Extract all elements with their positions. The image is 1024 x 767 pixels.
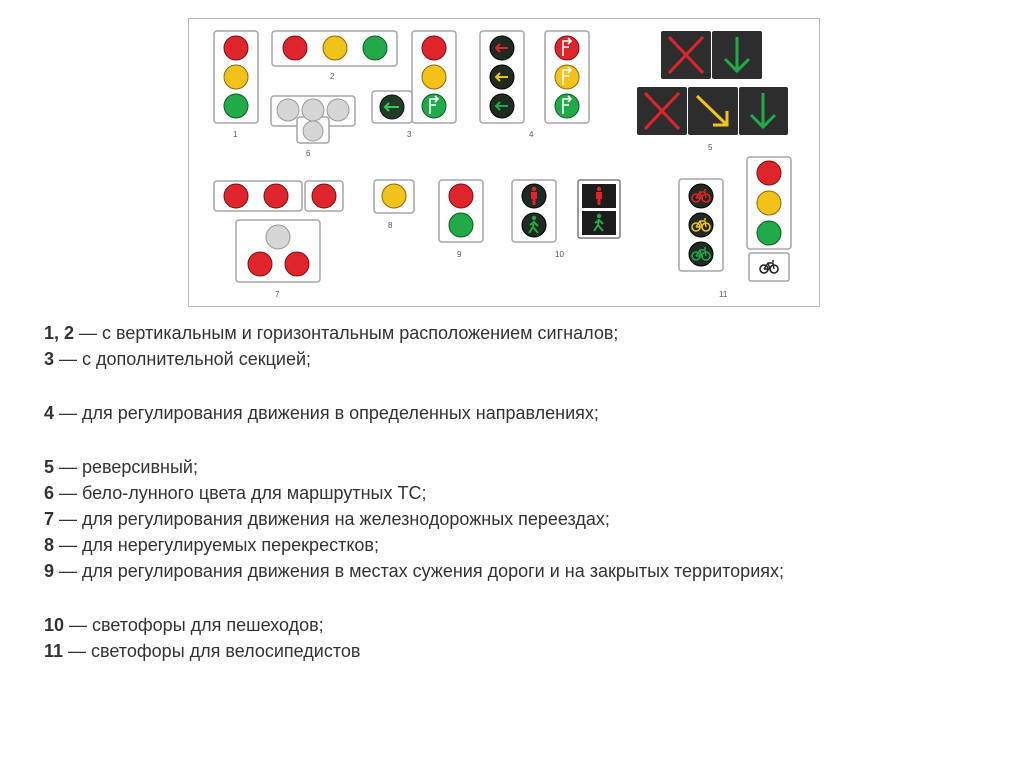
label-9: 9 xyxy=(457,250,462,259)
signal-4b-directional-arrows xyxy=(545,31,589,123)
legend-item-3 xyxy=(44,346,1004,372)
signal-11b-bicycle xyxy=(747,157,791,281)
legend-list xyxy=(44,320,1004,664)
signal-5-reversible xyxy=(637,31,788,135)
legend-number: 8 xyxy=(44,535,55,555)
label-2: 2 xyxy=(330,72,335,81)
legend-number: 1, 2 xyxy=(44,323,75,343)
legend-number: 3 xyxy=(44,349,55,369)
legend-number: 6 xyxy=(44,483,55,503)
legend-text: — для регулирования движения в определенных направлениях; xyxy=(54,403,599,423)
legend-number: 5 xyxy=(44,457,55,477)
legend-text: — с вертикальным и горизонтальным расположением сигналов; xyxy=(74,323,619,343)
signal-10b-pedestrian xyxy=(578,180,620,238)
signal-8-flashing-yellow xyxy=(374,180,414,213)
signal-1-vertical xyxy=(214,31,258,123)
label-7: 7 xyxy=(275,290,280,299)
signal-4a-directional-arrows xyxy=(480,31,524,123)
legend-item-10 xyxy=(44,612,1004,638)
legend-text: — реверсивный; xyxy=(54,457,198,477)
signal-9-two-section xyxy=(439,180,483,242)
legend-item-7 xyxy=(44,506,1004,532)
traffic-lights-figure xyxy=(188,18,820,307)
legend-text: — бело-лунного цвета для маршрутных ТС; xyxy=(54,483,427,503)
label-4: 4 xyxy=(529,130,534,139)
legend-item-11 xyxy=(44,638,1004,664)
signal-10a-pedestrian xyxy=(512,180,556,242)
legend-text: — светофоры для пешеходов; xyxy=(64,615,324,635)
label-6: 6 xyxy=(306,149,311,158)
label-5: 5 xyxy=(708,143,713,152)
signal-7-railway-crossing xyxy=(214,181,343,282)
legend-item-5 xyxy=(44,454,1004,480)
legend-item-6 xyxy=(44,480,1004,506)
legend-number: 10 xyxy=(44,615,65,635)
signal-11a-bicycle xyxy=(679,179,723,271)
legend-number: 7 xyxy=(44,509,55,529)
label-11: 11 xyxy=(719,290,728,299)
legend-item-9 xyxy=(44,558,1004,584)
label-3: 3 xyxy=(407,130,412,139)
legend-text: — для нерегулируемых перекрестков; xyxy=(54,535,379,555)
legend-text: — с дополнительной секцией; xyxy=(54,349,312,369)
label-8: 8 xyxy=(388,221,393,230)
legend-number: 11 xyxy=(44,641,64,661)
signal-2-horizontal xyxy=(272,31,397,66)
label-10: 10 xyxy=(555,250,564,259)
legend-text: — для регулирования движения на железнодорожных переездах; xyxy=(54,509,610,529)
legend-item-4 xyxy=(44,400,1004,426)
legend-text: — светофоры для велосипедистов xyxy=(63,641,361,661)
legend-item-8 xyxy=(44,532,1004,558)
legend-number: 9 xyxy=(44,561,55,581)
signal-6-lunar-white xyxy=(271,96,355,143)
legend-number: 4 xyxy=(44,403,55,423)
legend-text: — для регулирования движения в местах сужения дороги и на закрытых территориях; xyxy=(54,561,784,581)
label-1: 1 xyxy=(233,130,238,139)
legend-item-1-2 xyxy=(44,320,1004,346)
